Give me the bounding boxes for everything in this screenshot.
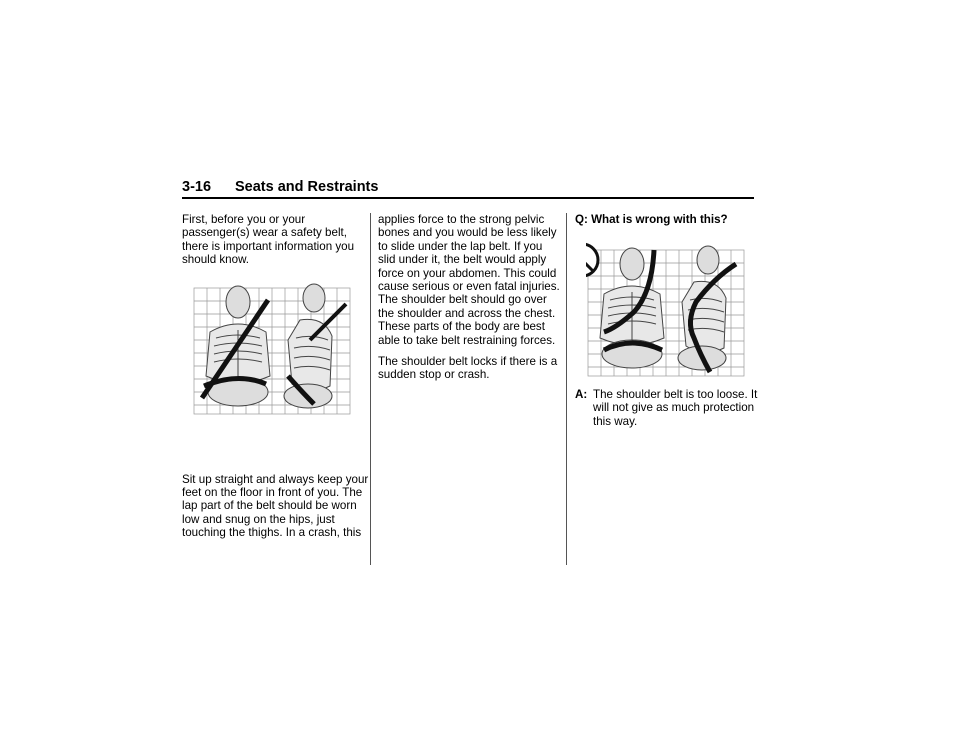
posture-paragraph: Sit up straight and always keep your feet on the floor in front of you. The lap part of the belt should be worn low and snug on the hips, just touching the thighs. In a crash, this: [182, 472, 369, 540]
incorrect-belt-illustration: [586, 242, 746, 378]
answer-label: A:: [575, 388, 588, 401]
question-text: Q: What is wrong with this?: [575, 213, 728, 226]
lock-paragraph: The shoulder belt locks if there is a sudden stop or crash.: [378, 355, 558, 382]
section-title: Seats and Restraints: [235, 179, 379, 195]
force-paragraph: applies force to the strong pelvic bones and you would be less likely to slide under the lap belt. If you slid under it, the belt would apply force on your abdomen. This could cause serious or even fatal injuries. The shoulder belt should go over the shoulder and across the chest. These parts of the body are best able to take belt restraining forces.: [378, 213, 560, 347]
header-rule: [182, 197, 754, 199]
page-number: 3-16: [182, 179, 212, 195]
intro-paragraph: First, before you or your passenger(s) wear a safety belt, there is important information you should know.: [182, 213, 355, 267]
correct-belt-illustration: [192, 280, 352, 416]
column-divider-1: [370, 213, 371, 565]
answer-text: The shoulder belt is too loose. It will not give as much protection this way.: [593, 388, 758, 428]
page-header: [182, 179, 754, 197]
column-divider-2: [566, 213, 567, 565]
column-2: [378, 213, 560, 390]
